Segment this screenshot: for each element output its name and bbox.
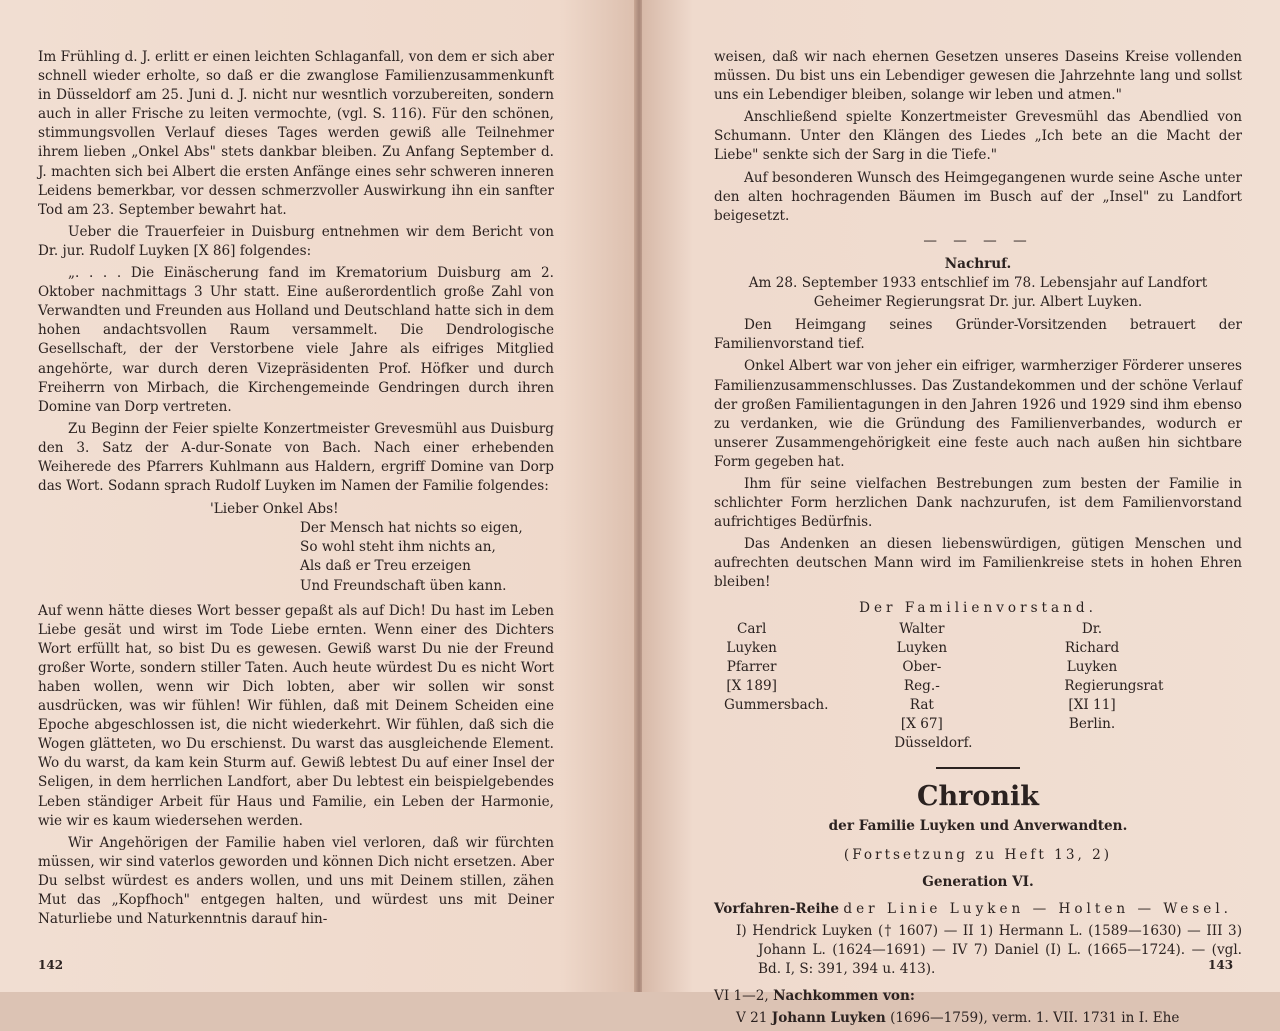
paragraph: Ihm für seine vielfachen Bestrebungen zum besten der Familie in schlichter Form herzlichen Dank nachzurufen, ist dem Familienvorstand aufrichtiges Bedürfnis. xyxy=(714,475,1242,531)
signatory-name: Dr. Richard Luyken xyxy=(1064,620,1120,675)
signatory-title: Pfarrer [X 189] xyxy=(726,658,777,694)
right-page xyxy=(642,0,1280,1027)
nachruf-line: Am 28. September 1933 entschlief im 78. Lebensjahr auf Landfort xyxy=(748,275,1208,292)
chronik-title: Chronik xyxy=(917,780,1039,812)
page-number: 142 xyxy=(38,958,64,972)
paragraph: Auf wenn hätte dieses Wort besser gepaßt als auf Dich! Du hast im Leben Liebe gesät und wirst im Tode Liebe ernten. Wenn einer des Dichters Wort erfüllt hat, so bist Du es gewesen. Gewiß warst Du nie der Freund großer Worte, sondern stiller Taten. Auch heute würdest Du es nicht Wort haben wollen, wenn wir Dich lobten, aber wir sollen wir sonst ausdrücken, was wir fühlen! Wir fühlen, daß mit Deinem Scheiden eine Epoche abgeschlossen ist, die nicht wiederkehrt. Wir fühlen, daß sich die Wogen glätteten, wo Du erschienst. Du warst das ausgleichende Element. Wo du warst, da kam kein Sturm auf. Gewiß lebtest Du auf einer Insel der Seligen, in dem herrlichen Landfort, aber Du lebtest ein beispielgebendes Leben ständiger Arbeit für Haus und Familie, ein Leben der Harmonie, wie wir es kaum wiedersehen werden. xyxy=(38,602,554,829)
vorfahren-text: der Linie Luyken — Holten — Wesel. xyxy=(843,900,1233,917)
vi-bold: Nachkommen von: xyxy=(773,988,915,1005)
nachruf-name: Geheimer Regierungsrat Dr. jur. Albert Luyken. xyxy=(813,294,1143,311)
paragraph: Das Andenken an diesen liebenswürdigen, gütigen Menschen und aufrechten deutschen Mann wird im Familienkreise stets in hohen Ehren bleiben! xyxy=(714,536,1242,591)
paragraph: Zu Beginn der Feier spielte Konzertmeister Grevesmühl aus Duisburg den 3. Satz der A-dur-Sonate von Bach. Nach einer erhebenden Weiherede des Pfarrers Kuhlmann aus Haldern, ergriff Domine van Dorp das Wort. Sodann sprach Rudolf Luyken im Namen der Familie folgendes: xyxy=(38,420,554,495)
paragraph: „. . . . Die Einäscherung fand im Krematorium Duisburg am 2. Oktober nachmittags 3 Uhr statt. Eine außerordentlich große Zahl von Verwandten und Freunden aus Holland und Deutschland hatte sich in dem hohen andachtsvollen Raum versammelt. Die Dendrologische Gesellschaft, der der Verstorbene viele Jahre als eifriges Mitglied angehörte, war durch deren Vizepräsidenten Prof. Höfker und durch Freiherrn von Mirbach, die Kirchengemeinde Gendringen durch ihren Domine van Dorp vertreten. xyxy=(38,265,554,415)
signatory xyxy=(894,620,1062,753)
paragraph: Ueber die Trauerfeier in Duisburg entnehmen wir dem Bericht von Dr. jur. Rudolf Luyken [X 86] folgendes: xyxy=(38,223,554,259)
signatory-name: Carl Luyken xyxy=(726,620,777,656)
paragraph: Wir Angehörigen der Familie haben viel verloren, daß wir fürchten müssen, wir sind vaterlos geworden und können Dich nicht ersetzen. Aber Du selbst würdest es anders wollen, und uns mit Deinem stillen, zähen Mut das „Kopfhoch" entgegen halten, und würdest uns mit Deiner Naturliebe und Naturkenntnis darauf hin- xyxy=(38,834,554,928)
vorstand-title: Der Familienvorstand. xyxy=(859,599,1097,616)
v21-prefix: V 21 xyxy=(736,1010,768,1027)
signatory xyxy=(1064,620,1232,753)
right-text-column xyxy=(714,48,1242,1031)
chronik-subtitle: der Familie Luyken und Anverwandten. xyxy=(828,817,1128,834)
signatory-place: [XI 11] Berlin. xyxy=(1068,696,1116,732)
continuation-note: (Fortsetzung zu Heft 13, 2) xyxy=(843,846,1113,863)
v21-name: Johann Luyken xyxy=(771,1010,886,1027)
poem-line: Als daß er Treu erzeigen xyxy=(300,558,471,575)
poem-line: Und Freundschaft üben kann. xyxy=(300,577,507,594)
v21-line xyxy=(714,1009,1242,1028)
horizontal-rule xyxy=(936,767,1020,769)
vorfahren-label: Vorfahren-Reihe xyxy=(714,900,840,917)
v21-text: (1696—1759), verm. 1. VII. 1731 in I. Ehe xyxy=(890,1010,1180,1027)
paragraph: Im Frühling d. J. erlitt er einen leichten Schlaganfall, von dem er sich aber schnell wieder erholte, so daß er die zwanglose Familienzusammenkunft in Düsseldorf am 25. Juni d. J. nicht nur wesntlich vorzubereiten, sondern auch in aller Frische zu leiten vermochte, (vgl. S. 116). Für den schönen, stimmungsvollen Verlauf dieses Tages werden gewiß alle Teilnehmer ihrem lieben „Onkel Abs" stets dankbar bleiben. Zu Anfang September d. J. machten sich bei Albert die ersten Anfänge eines sehr schweren inneren Leidens bemerkbar, vor dessen schmerzvoller Auswirkung ihn ein sanfter Tod am 23. September bewahrt hat. xyxy=(38,49,554,218)
signatory-title: Ober-Reg.-Rat xyxy=(902,658,942,713)
signatories xyxy=(724,620,1232,753)
signatory xyxy=(724,620,892,753)
nachruf-title: Nachruf. xyxy=(944,255,1012,272)
poem-line: So wohl steht ihm nichts an, xyxy=(300,539,496,556)
paragraph: Auf besonderen Wunsch des Heimgegangenen wurde seine Asche unter den alten hochragenden Bäumen im Busch auf der „Insel" zu Landfort beigesetzt. xyxy=(714,169,1242,224)
left-page xyxy=(0,0,636,992)
page-number: 143 xyxy=(1208,958,1234,972)
vorfahren-list: I) Hendrick Luyken († 1607) — II 1) Hermann L. (1589—1630) — III 3) Johann L. (1624—1691) — IV 7) Daniel (I) L. (1665—1724). — (vgl. Bd. I, S: 391, 394 u. 413). xyxy=(736,923,1242,978)
signatory-place: Gummersbach. xyxy=(724,696,829,713)
signatory-name: Walter Luyken xyxy=(896,620,948,656)
poem-line: Der Mensch hat nichts so eigen, xyxy=(300,520,523,537)
poem xyxy=(38,500,554,595)
vorfahren-line xyxy=(714,900,1242,919)
generation-heading: Generation VI. xyxy=(922,873,1034,890)
poem-intro: 'Lieber Onkel Abs! xyxy=(210,501,339,518)
left-text-column xyxy=(38,48,554,932)
paragraph: Anschließend spielte Konzertmeister Grevesmühl das Abendlied von Schumann. Unter den Klängen des Liedes „Ich bete an die Macht der Liebe" senkte sich der Sarg in die Tiefe." xyxy=(714,109,1242,164)
separator: — — — — xyxy=(923,232,1033,249)
paragraph: weisen, daß wir nach ehernen Gesetzen unseres Daseins Kreise vollenden müssen. Du bist uns ein Lebendiger gewesen die Jahrzehnte lang und sollst uns ein Lebendiger bleiben, solange wir leben und atmen." xyxy=(714,49,1242,104)
paragraph: Onkel Albert war von jeher ein eifriger, warmherziger Förderer unseres Familienzusammenschlusses. Das Zustandekommen und der schöne Verlauf der großen Familientagungen in den Jahren 1926 und 1929 sind ihm ebenso zu verdanken, wie die Gründung des Familienverbandes, wodurch er unserer Zusammengehörigkeit eine feste auch nach außen hin sichtbare Form gegeben hat. xyxy=(714,358,1242,470)
vi-label: VI 1—2, xyxy=(714,988,769,1005)
paragraph: Den Heimgang seines Gründer-Vorsitzenden betrauert der Familienvorstand tief. xyxy=(714,317,1242,353)
descendants-line xyxy=(714,987,1242,1006)
signatory-title: Regierungsrat xyxy=(1064,677,1164,694)
signatory-place: [X 67] Düsseldorf. xyxy=(894,715,973,751)
